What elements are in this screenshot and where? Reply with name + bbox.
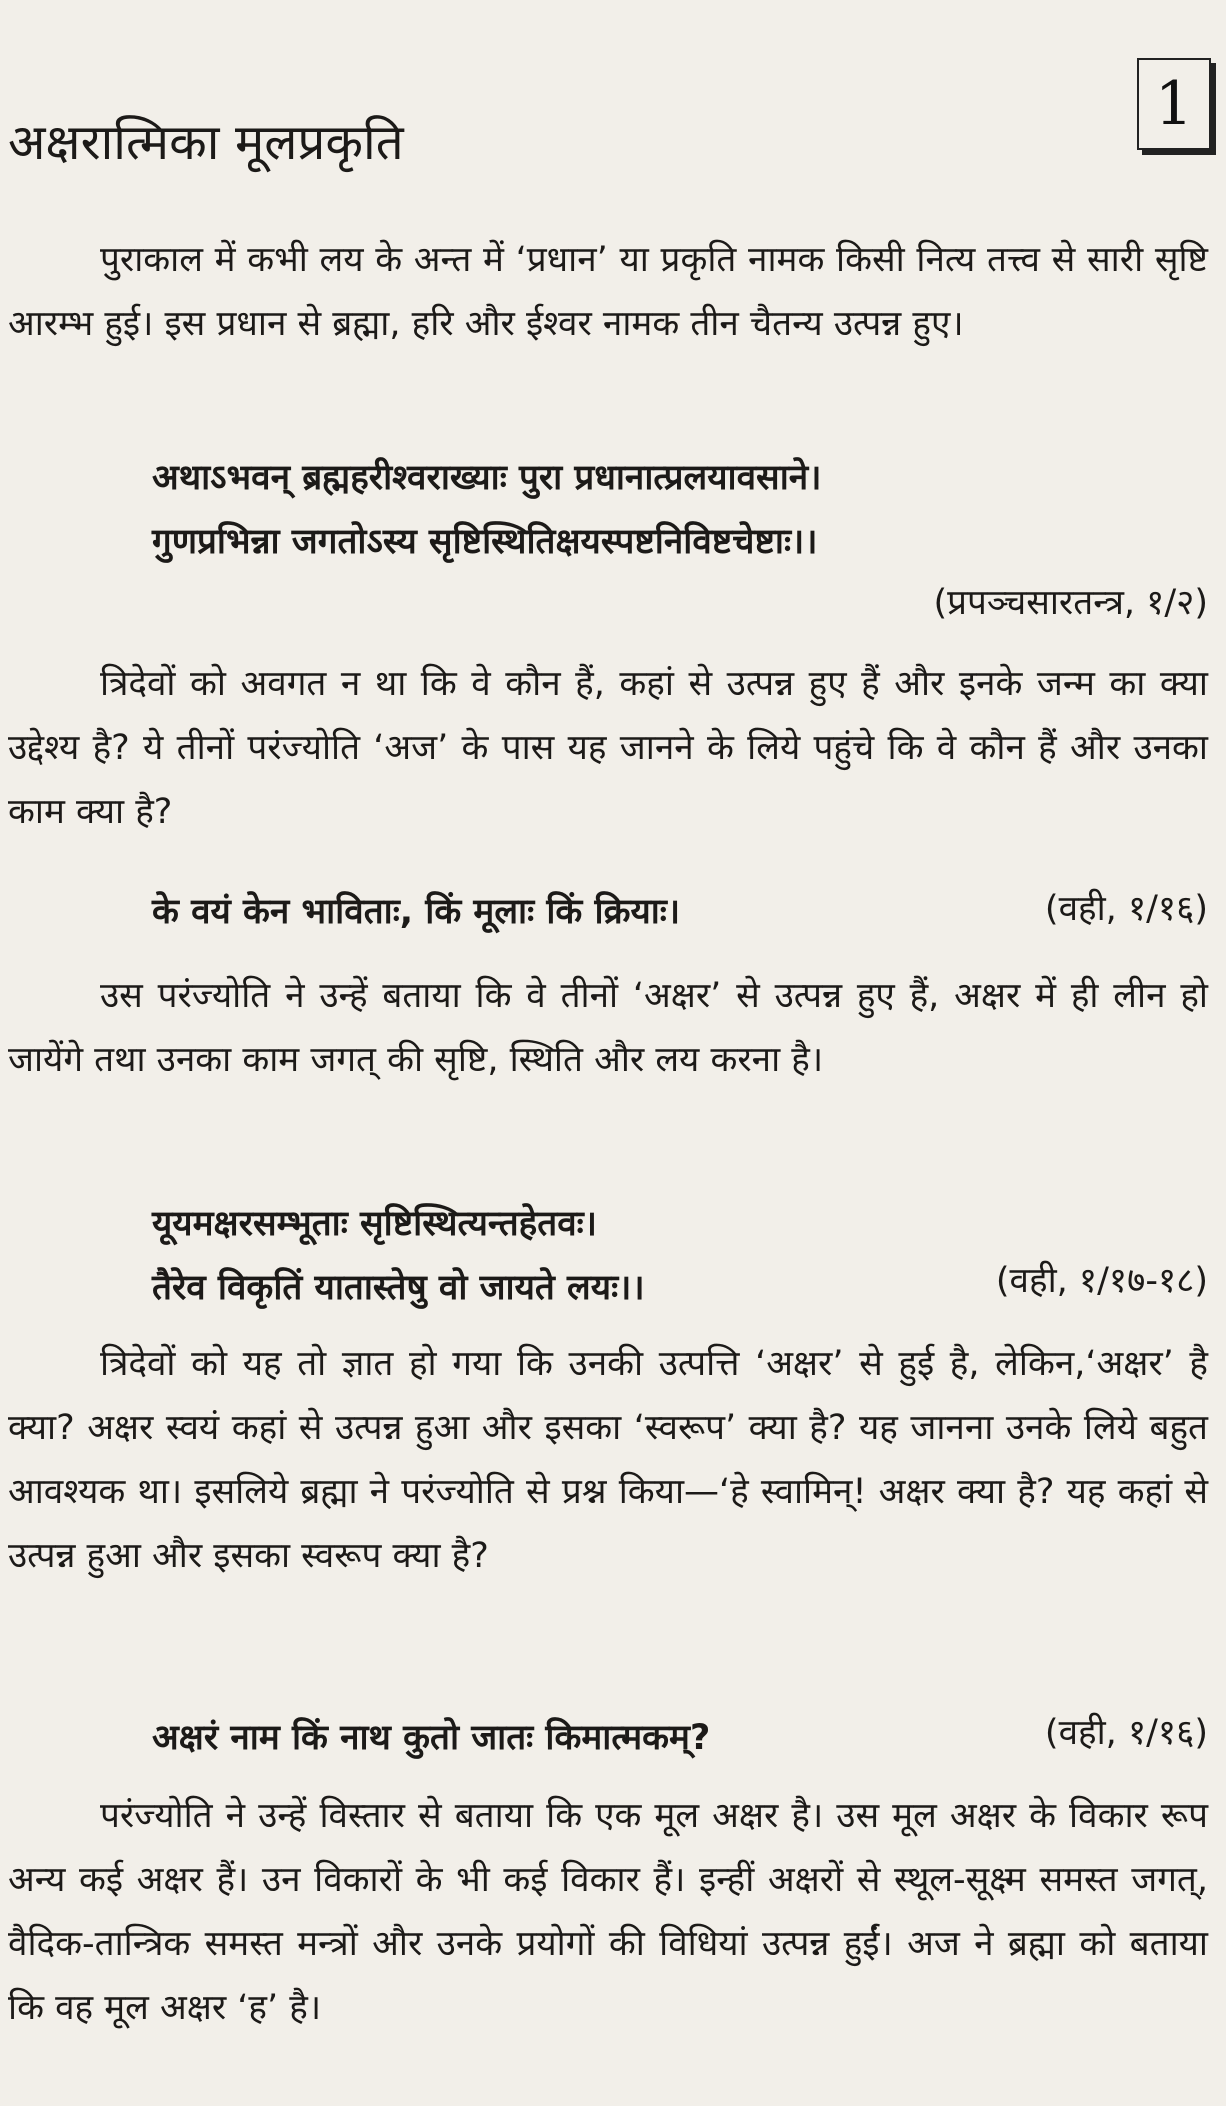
chapter-number: 1 [1154,69,1194,139]
verse-4-line-1: अक्षरं नाम किं नाथ कुतो जातः किमात्मकम्? [152,1718,711,1758]
verse-1-reference: (प्रपञ्चसारतन्त्र, १/२) [933,583,1208,623]
paragraph-5: परंज्योति ने उन्हें विस्तार से बताया कि एक मूल अक्षर है। उस मूल अक्षर के विकार रूप अन्य कई अक्षर हैं। उन विकारों के भी कई विकार हैं। इन्हीं अक्षरों से स्थूल-सूक्ष्म समस्त जगत्, वैदिक-तान्त्रिक समस्त मन्त्रों और उनके प्रयोगों की विधियां उत्पन्न हुईं। अज ने ब्रह्मा को बताया कि वह मूल अक्षर ‘ह’ है। [8,1796,1208,2028]
chapter-number-box [1137,58,1211,150]
paragraph-1: पुराकाल में कभी लय के अन्त में ‘प्रधान’ या प्रकृति नामक किसी नित्य तत्त्व से सारी सृष्टि आरम्भ हुई। इस प्रधान से ब्रह्मा, हरि और ईश्वर नामक तीन चैतन्य उत्पन्न हुए। [8,240,1208,344]
verse-2-reference: (वही, १/१६) [1044,889,1208,929]
verse-2-line-1: के वयं केन भाविताः, किं मूलाः किं क्रियाः। [152,892,681,932]
verse-1 [152,446,1202,574]
paragraph-2: त्रिदेवों को अवगत न था कि वे कौन हैं, कहां से उत्पन्न हुए हैं और इनके जन्म का क्या उद्देश्य है? ये तीनों परंज्योति ‘अज’ के पास यह जानने के लिये पहुंचे कि वे कौन हैं और उनका काम क्या है? [8,664,1208,832]
verse-1-line-1: अथाऽभवन् ब्रह्महरीश्वराख्याः पुरा प्रधानात्प्रलयावसाने। [152,458,822,498]
paragraph-3: उस परंज्योति ने उन्हें बताया कि वे तीनों ‘अक्षर’ से उत्पन्न हुए हैं, अक्षर में ही लीन हो जायेंगे तथा उनका काम जगत् की सृष्टि, स्थिति और लय करना है। [8,976,1208,1080]
verse-3-reference: (वही, १/१७-१८) [995,1261,1208,1301]
chapter-title: अक्षरात्मिका मूलप्रकृति [8,114,404,171]
verse-4-reference: (वही, १/१६) [1044,1713,1208,1753]
verse-3-line-1: यूयमक्षरसम्भूताः सृष्टिस्थित्यन्तहेतवः। [152,1204,597,1244]
verse-1-line-2: गुणप्रभिन्ना जगतोऽस्य सृष्टिस्थितिक्षयस्पष्टनिविष्टचेष्टाः।। [152,522,818,562]
paragraph-4: त्रिदेवों को यह तो ज्ञात हो गया कि उनकी उत्पत्ति ‘अक्षर’ से हुई है, लेकिन,‘अक्षर’ है क्या? अक्षर स्वयं कहां से उत्पन्न हुआ और इसका ‘स्वरूप’ क्या है? यह जानना उनके लिये बहुत आवश्यक था। इसलिये ब्रह्मा ने परंज्योति से प्रश्न किया—‘हे स्वामिन्! अक्षर क्या है? यह कहां से उत्पन्न हुआ और इसका स्वरूप क्या है? [8,1344,1208,1576]
verse-3-line-2: तैरेव विकृतिं यातास्तेषु वो जायते लयः।। [152,1268,645,1308]
